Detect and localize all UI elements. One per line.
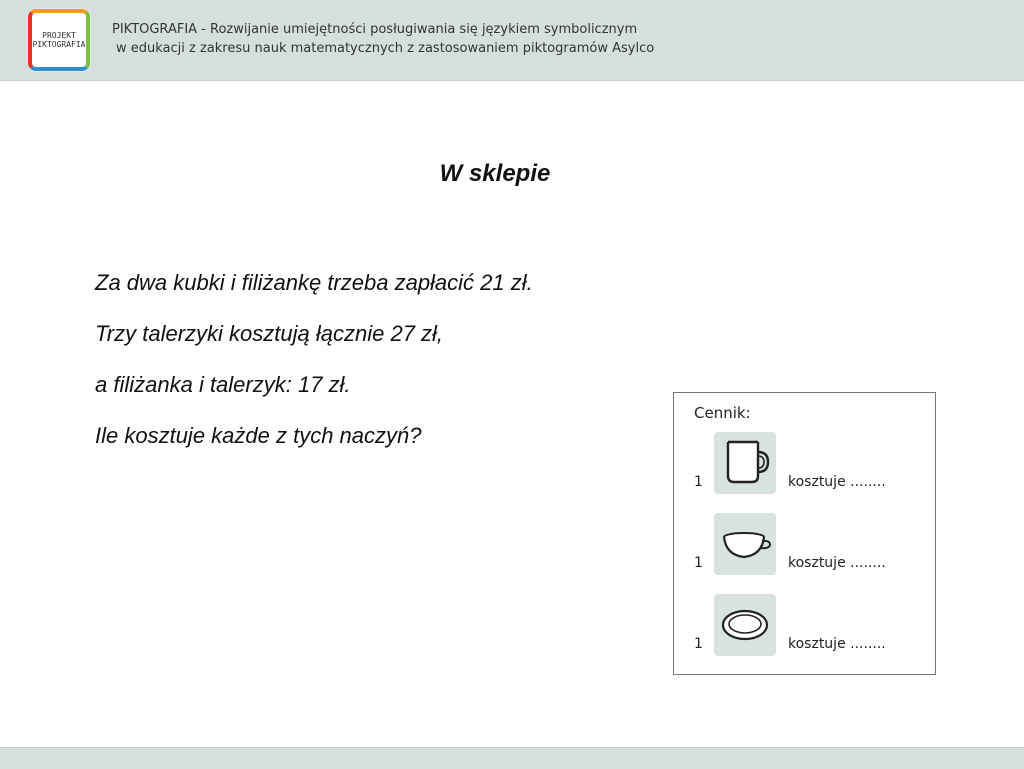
- price-placeholder: kosztuje ........: [788, 636, 886, 652]
- problem-line: a filiżanka i talerzyk: 17 zł.: [95, 372, 351, 397]
- header-bar: [0, 0, 1024, 81]
- price-list-row-plate: [674, 594, 935, 656]
- price-placeholder: kosztuje ........: [788, 474, 886, 490]
- header-title-line-1: PIKTOGRAFIA - Rozwijanie umiejętności posługiwania się językiem symbolicznym: [112, 22, 638, 37]
- header-title: [112, 20, 654, 58]
- logo-line-1: PROJEKT: [42, 31, 76, 40]
- cup-icon: [714, 513, 776, 575]
- price-list-row-mug: [674, 432, 935, 494]
- problem-line: Trzy talerzyki kosztują łącznie 27 zł,: [95, 321, 444, 346]
- problem-line: Ile kosztuje każde z tych naczyń?: [95, 423, 422, 448]
- plate-icon: [714, 594, 776, 656]
- quantity-label: 1: [694, 474, 703, 490]
- projekt-piktografia-logo: [28, 9, 90, 71]
- page-title: W sklepie: [439, 160, 551, 187]
- price-list-card: [673, 392, 936, 675]
- price-list-title: Cennik:: [694, 404, 751, 422]
- footer-bar: [0, 747, 1024, 769]
- quantity-label: 1: [694, 555, 703, 571]
- problem-line: Za dwa kubki i filiżankę trzeba zapłacić 21 zł.: [95, 270, 533, 295]
- mug-icon: [714, 432, 776, 494]
- problem-text: [95, 267, 533, 471]
- header-title-line-2: w edukacji z zakresu nauk matematycznych z zastosowaniem piktogramów Asylco: [116, 41, 655, 56]
- quantity-label: 1: [694, 636, 703, 652]
- price-placeholder: kosztuje ........: [788, 555, 886, 571]
- logo-line-2: PIKTOGRAFIA: [32, 40, 86, 49]
- price-list-row-cup: [674, 513, 935, 575]
